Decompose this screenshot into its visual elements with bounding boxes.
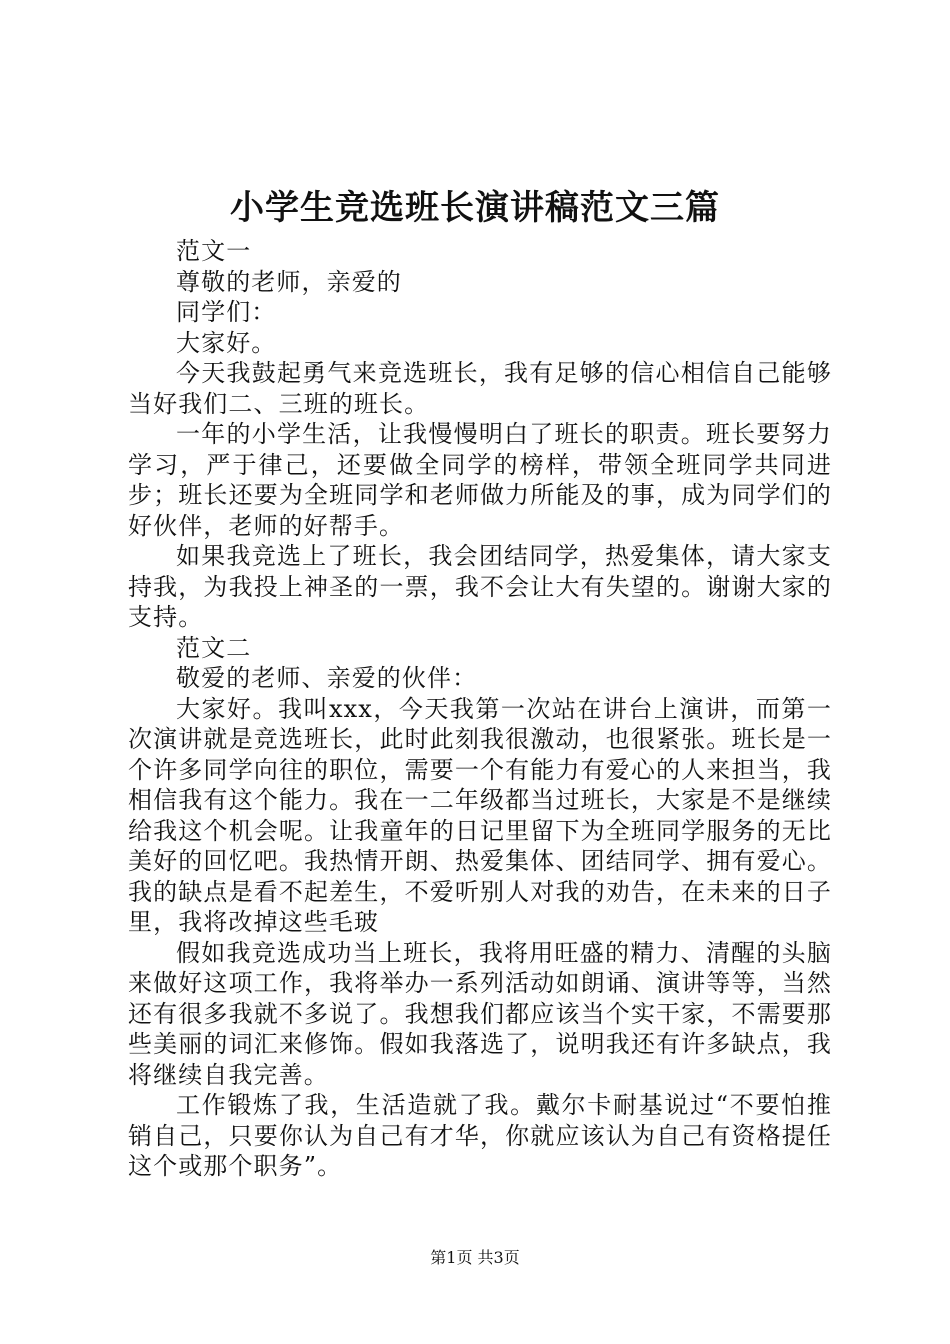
paragraph: 工作锻炼了我，生活造就了我。戴尔卡耐基说过“不要怕推销自己，只要你认为自己有才华，你就应该认为自己有资格提任这个或那个职务”。 xyxy=(128,1091,832,1180)
paragraph: 假如我竞选成功当上班长，我将用旺盛的精力、清醒的头脑来做好这项工作，我将举办一系列活动如朗诵、演讲等等，当然还有很多我就不多说了。我想我们都应该当个实干家，不需要那些美丽的词汇来修饰。假如我落选了，说明我还有许多缺点，我将继续自我完善。 xyxy=(128,938,832,1089)
paragraph: 范文一 xyxy=(176,237,252,265)
paragraph: 大家好。我叫xxx，今天我第一次站在讲台上演讲，而第一次演讲就是竞选班长，此时此刻我很激动，也很紧张。班长是一个许多同学向往的职位，需要一个有能力有爱心的人来担当，我相信我有这个能力。我在一二年级都当过班长，大家是不是继续给我这个机会呢。让我童年的日记里留下为全班同学服务的无比美好的回忆吧。我热情开朗、热爱集体、团结同学、拥有爱心。我的缺点是看不起差生，不爱听别人对我的劝告，在未来的日子里，我将改掉这些毛玻 xyxy=(128,694,832,936)
paragraph: 尊敬的老师，亲爱的 xyxy=(176,267,402,296)
paragraph: 大家好。 xyxy=(176,328,277,357)
paragraph: 今天我鼓起勇气来竞选班长，我有足够的信心相信自己能够当好我们二、三班的班长。 xyxy=(128,359,832,418)
document-title: 小学生竞选班长演讲稿范文三篇 xyxy=(230,188,720,228)
paragraph: 同学们： xyxy=(176,298,277,326)
paragraph: 范文二 xyxy=(176,633,252,662)
paragraph: 一年的小学生活，让我慢慢明白了班长的职责。班长要努力学习，严于律己，还要做全同学的榜样，带领全班同学共同进步；班长还要为全班同学和老师做力所能及的事，成为同学们的好伙伴，老师的好帮手。 xyxy=(128,420,832,540)
paragraph: 如果我竞选上了班长，我会团结同学，热爱集体，请大家支持我，为我投上神圣的一票，我不会让大有失望的。谢谢大家的支持。 xyxy=(128,542,832,631)
page-footer: 第1页 共3页 xyxy=(430,1248,520,1267)
document-body xyxy=(128,236,832,1182)
paragraph: 敬爱的老师、亲爱的伙伴： xyxy=(176,664,478,692)
